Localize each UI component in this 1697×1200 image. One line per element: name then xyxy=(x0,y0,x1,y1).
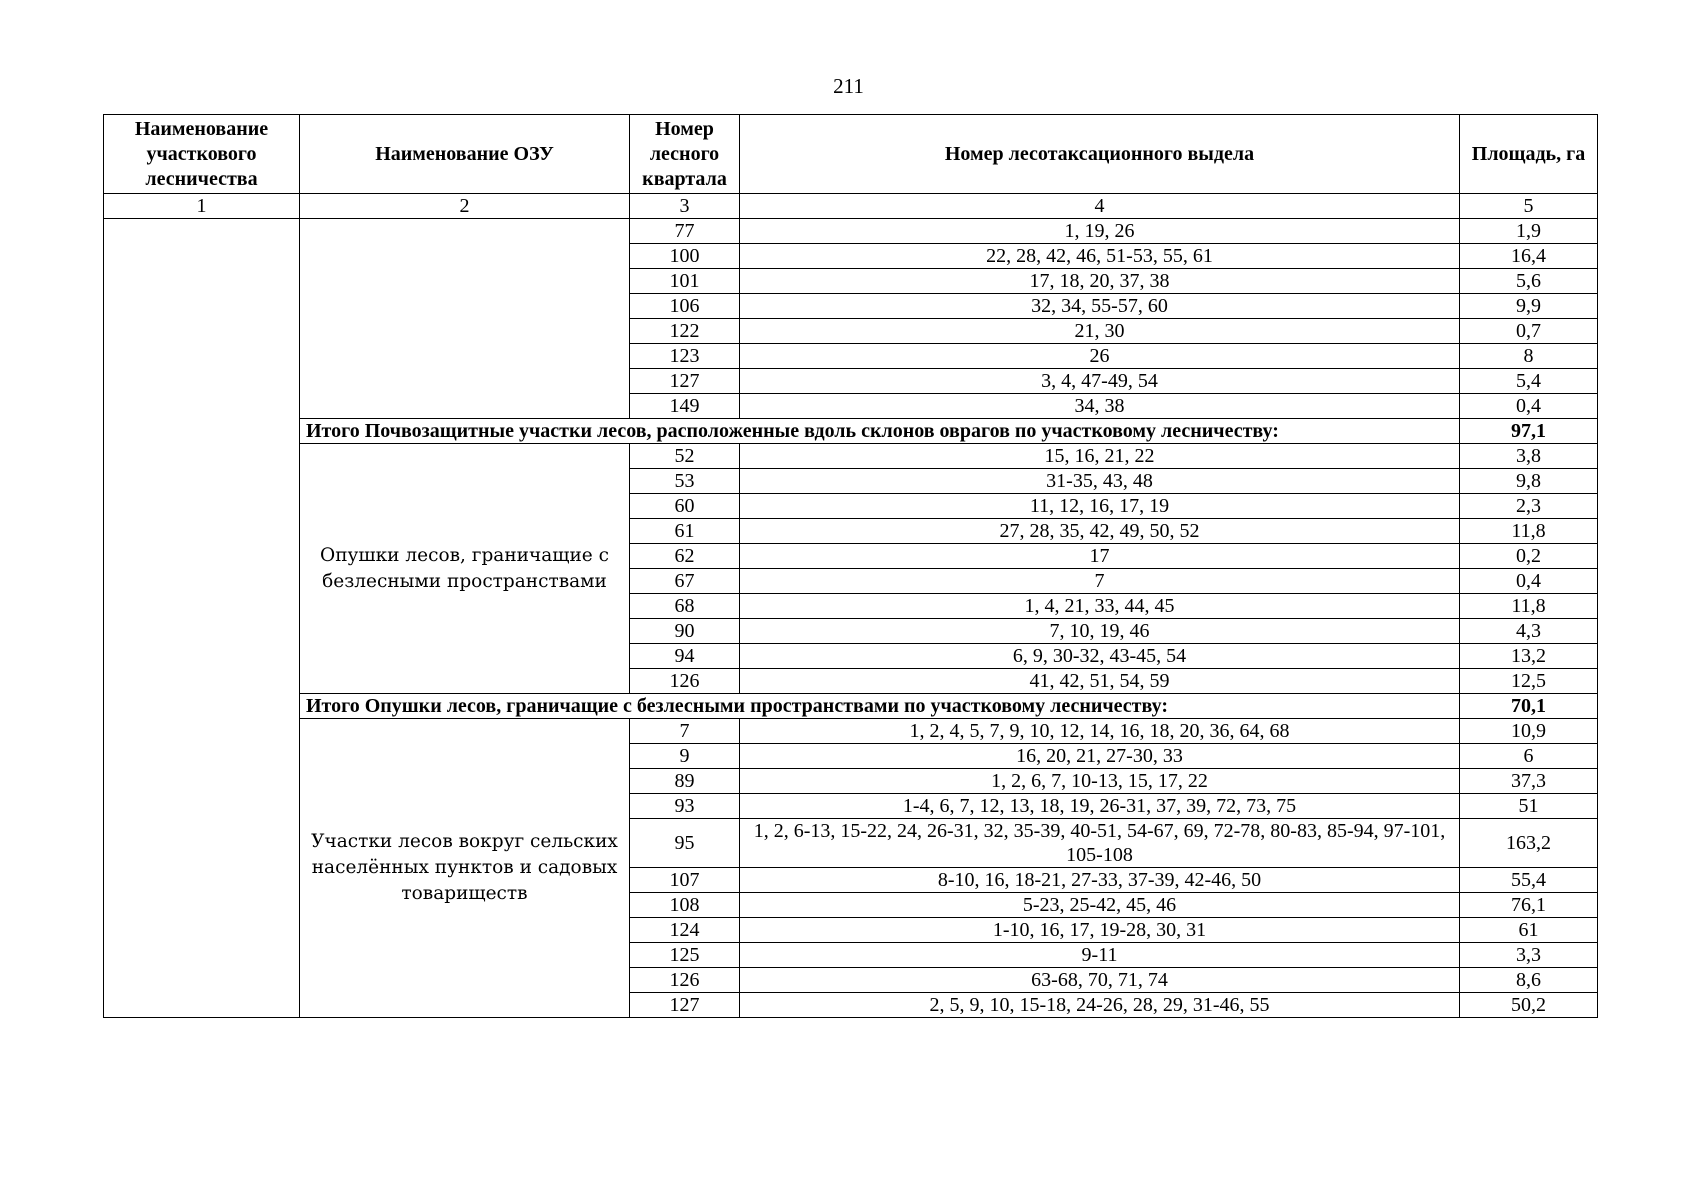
plot-numbers-cell: 17 xyxy=(740,544,1460,569)
area-cell: 37,3 xyxy=(1460,769,1598,794)
area-cell: 50,2 xyxy=(1460,993,1598,1018)
ozu-name-cell: Опушки лесов, граничащие с безлесными пространствами xyxy=(300,444,630,694)
plot-numbers-cell: 7, 10, 19, 46 xyxy=(740,619,1460,644)
plot-numbers-cell: 22, 28, 42, 46, 51-53, 55, 61 xyxy=(740,244,1460,269)
ozu-name-cell: Участки лесов вокруг сельских населённых пунктов и садовых товариществ xyxy=(300,719,630,1018)
plot-numbers-cell: 1, 4, 21, 33, 44, 45 xyxy=(740,594,1460,619)
quarter-number-cell: 126 xyxy=(630,968,740,993)
total-label: Итого Опушки лесов, граничащие с безлесными пространствами по участковому лесничеству: xyxy=(300,694,1460,719)
table-row xyxy=(104,444,1598,469)
header-ozu-name: Наименование ОЗУ xyxy=(300,115,630,194)
area-cell: 4,3 xyxy=(1460,619,1598,644)
plot-numbers-cell: 34, 38 xyxy=(740,394,1460,419)
ozu-name-cell xyxy=(300,219,630,419)
total-label: Итого Почвозащитные участки лесов, расположенные вдоль склонов оврагов по участковому лесничеству: xyxy=(300,419,1460,444)
plot-numbers-cell: 17, 18, 20, 37, 38 xyxy=(740,269,1460,294)
quarter-number-cell: 61 xyxy=(630,519,740,544)
plot-numbers-cell: 27, 28, 35, 42, 49, 50, 52 xyxy=(740,519,1460,544)
plot-numbers-cell: 63-68, 70, 71, 74 xyxy=(740,968,1460,993)
quarter-number-cell: 100 xyxy=(630,244,740,269)
area-cell: 61 xyxy=(1460,918,1598,943)
ozu-table xyxy=(103,114,1598,1018)
plot-numbers-cell: 11, 12, 16, 17, 19 xyxy=(740,494,1460,519)
area-cell: 5,6 xyxy=(1460,269,1598,294)
plot-numbers-cell: 21, 30 xyxy=(740,319,1460,344)
total-area: 97,1 xyxy=(1460,419,1598,444)
area-cell: 163,2 xyxy=(1460,819,1598,868)
plot-numbers-cell: 1, 19, 26 xyxy=(740,219,1460,244)
total-row xyxy=(104,419,1598,444)
quarter-number-cell: 106 xyxy=(630,294,740,319)
plot-numbers-cell: 1, 2, 6-13, 15-22, 24, 26-31, 32, 35-39, 40-51, 54-67, 69, 72-78, 80-83, 85-94, 97-101, 105-108 xyxy=(740,819,1460,868)
plot-numbers-cell: 32, 34, 55-57, 60 xyxy=(740,294,1460,319)
quarter-number-cell: 101 xyxy=(630,269,740,294)
total-row xyxy=(104,694,1598,719)
quarter-number-cell: 123 xyxy=(630,344,740,369)
column-number: 5 xyxy=(1460,194,1598,219)
plot-numbers-cell: 26 xyxy=(740,344,1460,369)
table-row xyxy=(104,219,1598,244)
area-cell: 2,3 xyxy=(1460,494,1598,519)
table-body xyxy=(104,219,1598,1018)
area-cell: 8 xyxy=(1460,344,1598,369)
quarter-number-cell: 127 xyxy=(630,993,740,1018)
quarter-number-cell: 67 xyxy=(630,569,740,594)
quarter-number-cell: 90 xyxy=(630,619,740,644)
plot-numbers-cell: 1, 2, 6, 7, 10-13, 15, 17, 22 xyxy=(740,769,1460,794)
area-cell: 9,9 xyxy=(1460,294,1598,319)
area-cell: 55,4 xyxy=(1460,868,1598,893)
header-quarter-number: Номер лесного квартала xyxy=(630,115,740,194)
plot-numbers-cell: 5-23, 25-42, 45, 46 xyxy=(740,893,1460,918)
area-cell: 12,5 xyxy=(1460,669,1598,694)
plot-numbers-cell: 1, 2, 4, 5, 7, 9, 10, 12, 14, 16, 18, 20, 36, 64, 68 xyxy=(740,719,1460,744)
plot-numbers-cell: 41, 42, 51, 54, 59 xyxy=(740,669,1460,694)
area-cell: 6 xyxy=(1460,744,1598,769)
quarter-number-cell: 77 xyxy=(630,219,740,244)
area-cell: 11,8 xyxy=(1460,519,1598,544)
column-number: 3 xyxy=(630,194,740,219)
header-forestry-name: Наименование участкового лесничества xyxy=(104,115,300,194)
area-cell: 76,1 xyxy=(1460,893,1598,918)
area-cell: 11,8 xyxy=(1460,594,1598,619)
column-number: 1 xyxy=(104,194,300,219)
plot-numbers-cell: 6, 9, 30-32, 43-45, 54 xyxy=(740,644,1460,669)
column-number-row xyxy=(104,194,1598,219)
area-cell: 5,4 xyxy=(1460,369,1598,394)
quarter-number-cell: 93 xyxy=(630,794,740,819)
quarter-number-cell: 7 xyxy=(630,719,740,744)
area-cell: 9,8 xyxy=(1460,469,1598,494)
area-cell: 0,4 xyxy=(1460,394,1598,419)
header-area: Площадь, га xyxy=(1460,115,1598,194)
page-number: 211 xyxy=(833,74,864,98)
forestry-name-cell xyxy=(104,219,300,1018)
area-cell: 10,9 xyxy=(1460,719,1598,744)
plot-numbers-cell: 1-10, 16, 17, 19-28, 30, 31 xyxy=(740,918,1460,943)
quarter-number-cell: 68 xyxy=(630,594,740,619)
plot-numbers-cell: 9-11 xyxy=(740,943,1460,968)
plot-numbers-cell: 7 xyxy=(740,569,1460,594)
plot-numbers-cell: 16, 20, 21, 27-30, 33 xyxy=(740,744,1460,769)
quarter-number-cell: 89 xyxy=(630,769,740,794)
quarter-number-cell: 124 xyxy=(630,918,740,943)
area-cell: 51 xyxy=(1460,794,1598,819)
plot-numbers-cell: 3, 4, 47-49, 54 xyxy=(740,369,1460,394)
quarter-number-cell: 9 xyxy=(630,744,740,769)
area-cell: 8,6 xyxy=(1460,968,1598,993)
quarter-number-cell: 108 xyxy=(630,893,740,918)
area-cell: 0,2 xyxy=(1460,544,1598,569)
quarter-number-cell: 127 xyxy=(630,369,740,394)
quarter-number-cell: 53 xyxy=(630,469,740,494)
column-number: 4 xyxy=(740,194,1460,219)
quarter-number-cell: 149 xyxy=(630,394,740,419)
plot-numbers-cell: 8-10, 16, 18-21, 27-33, 37-39, 42-46, 50 xyxy=(740,868,1460,893)
quarter-number-cell: 94 xyxy=(630,644,740,669)
quarter-number-cell: 107 xyxy=(630,868,740,893)
quarter-number-cell: 125 xyxy=(630,943,740,968)
area-cell: 0,7 xyxy=(1460,319,1598,344)
area-cell: 0,4 xyxy=(1460,569,1598,594)
quarter-number-cell: 52 xyxy=(630,444,740,469)
quarter-number-cell: 62 xyxy=(630,544,740,569)
column-number: 2 xyxy=(300,194,630,219)
quarter-number-cell: 122 xyxy=(630,319,740,344)
table-row xyxy=(104,719,1598,744)
plot-numbers-cell: 1-4, 6, 7, 12, 13, 18, 19, 26-31, 37, 39, 72, 73, 75 xyxy=(740,794,1460,819)
quarter-number-cell: 95 xyxy=(630,819,740,868)
total-area: 70,1 xyxy=(1460,694,1598,719)
area-cell: 3,8 xyxy=(1460,444,1598,469)
area-cell: 16,4 xyxy=(1460,244,1598,269)
plot-numbers-cell: 2, 5, 9, 10, 15-18, 24-26, 28, 29, 31-46, 55 xyxy=(740,993,1460,1018)
quarter-number-cell: 60 xyxy=(630,494,740,519)
plot-numbers-cell: 15, 16, 21, 22 xyxy=(740,444,1460,469)
area-cell: 3,3 xyxy=(1460,943,1598,968)
plot-numbers-cell: 31-35, 43, 48 xyxy=(740,469,1460,494)
quarter-number-cell: 126 xyxy=(630,669,740,694)
area-cell: 1,9 xyxy=(1460,219,1598,244)
area-cell: 13,2 xyxy=(1460,644,1598,669)
header-plot-number: Номер лесотаксационного выдела xyxy=(740,115,1460,194)
header-row xyxy=(104,115,1598,194)
